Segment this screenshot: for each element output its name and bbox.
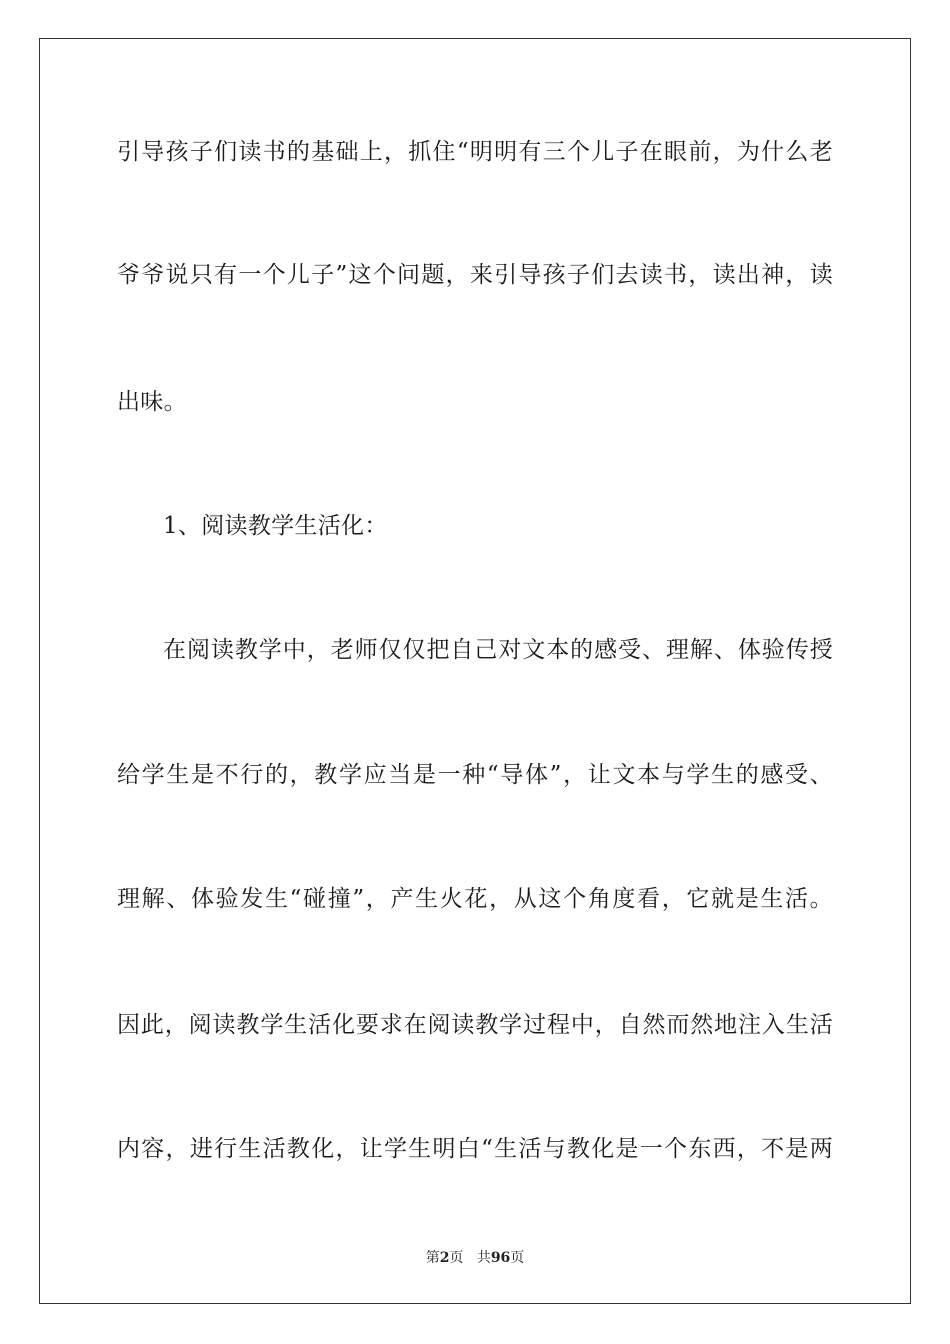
body-line-1: 引导孩子们读书的基础上，抓住“明明有三个儿子在眼前，为什么老 <box>117 139 833 165</box>
footer-page-number: 2 <box>439 1250 450 1266</box>
page-footer <box>0 1248 950 1268</box>
body-line-5: 在阅读教学中，老师仅仅把自己对文本的感受、理解、体验传授 <box>163 637 833 663</box>
section-heading: 1、阅读教学生活化： <box>163 513 388 539</box>
footer-total-pages: 96 <box>490 1250 511 1266</box>
footer-page-prefix: 第 <box>425 1250 440 1266</box>
page-border <box>39 38 911 1304</box>
body-line-7: 理解、体验发生“碰撞”，产生火花，从这个角度看，它就是生活。 <box>117 886 833 912</box>
body-line-8: 因此，阅读教学生活化要求在阅读教学过程中，自然而然地注入生活 <box>117 1012 833 1038</box>
footer-page-suffix: 页 <box>449 1250 464 1266</box>
footer-total-suffix: 页 <box>510 1250 525 1266</box>
body-line-6: 给学生是不行的，教学应当是一种“导体”，让文本与学生的感受、 <box>117 762 833 788</box>
body-line-9: 内容，进行生活教化，让学生明白“生活与教化是一个东西，不是两 <box>117 1136 833 1162</box>
footer-total-prefix: 共 <box>476 1250 491 1266</box>
body-line-2: 爷爷说只有一个儿子”这个问题，来引导孩子们去读书，读出神，读 <box>117 262 833 288</box>
body-line-3: 出味。 <box>117 389 187 415</box>
